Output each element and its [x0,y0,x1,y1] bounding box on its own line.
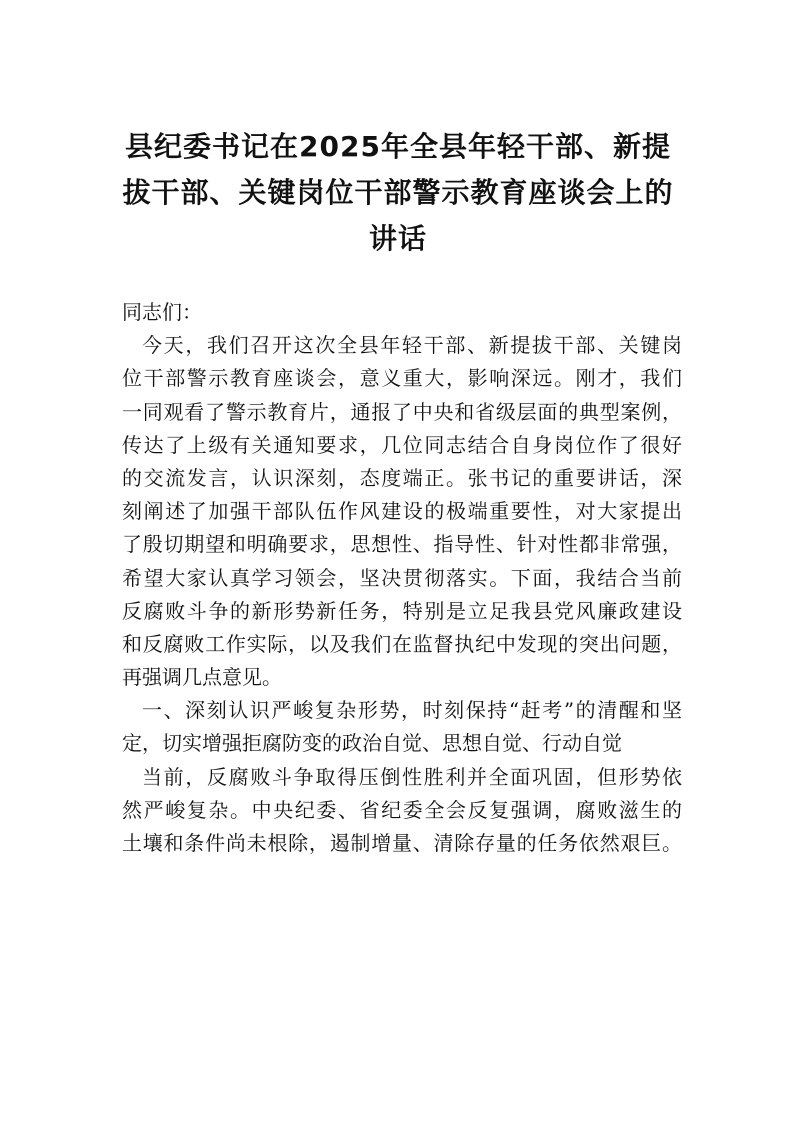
title-line-3: 讲话 [368,222,427,255]
body-line: 一同观看了警示教育片，通报了中央和省级层面的典型案例， [122,399,682,424]
body-line: 的交流发言，认识深刻，态度端正。张书记的重要讲话，深 [122,465,682,490]
body-line: 希望大家认真学习领会，坚决贯彻落实。下面，我结合当前 [122,565,682,590]
body-line: 位干部警示教育座谈会，意义重大，影响深远。刚才，我们 [122,366,682,391]
title-line-2: 拔干部、关键岗位干部警示教育座谈会上的 [122,176,674,209]
body-line: 和反腐败工作实际，以及我们在监督执纪中发现的突出问题， [122,631,682,656]
document-body [122,296,682,860]
salutation: 同志们： [122,300,202,324]
title-line-1: 县纪委书记在2025年全县年轻干部、新提 [125,130,671,163]
section-heading-line: 定，切实增强拒腐防变的政治自觉、思想自觉、行动自觉 [122,731,622,756]
body-line: 当前，反腐败斗争取得压倒性胜利并全面巩固，但形势依 [142,764,682,789]
body-line: 反腐败斗争的新形势新任务，特别是立足我县党风廉政建设 [122,598,682,623]
section-heading-line: 一、深刻认识严峻复杂形势，时刻保持“赶考”的清醒和坚 [142,698,682,723]
body-line: 今天，我们召开这次全县年轻干部、新提拔干部、关键岗 [142,333,682,358]
body-line: 刻阐述了加强干部队伍作风建设的极端重要性，对大家提出 [122,499,682,524]
document-title [118,124,678,262]
body-line: 再强调几点意见。 [122,665,282,690]
body-line: 然严峻复杂。中央纪委、省纪委全会反复强调，腐败滋生的 [122,797,682,822]
body-line: 了殷切期望和明确要求，思想性、指导性、针对性都非常强， [122,532,682,557]
body-line: 传达了上级有关通知要求，几位同志结合自身岗位作了很好 [122,432,682,457]
body-line: 土壤和条件尚未根除，遏制增量、清除存量的任务依然艰巨。 [122,831,682,855]
